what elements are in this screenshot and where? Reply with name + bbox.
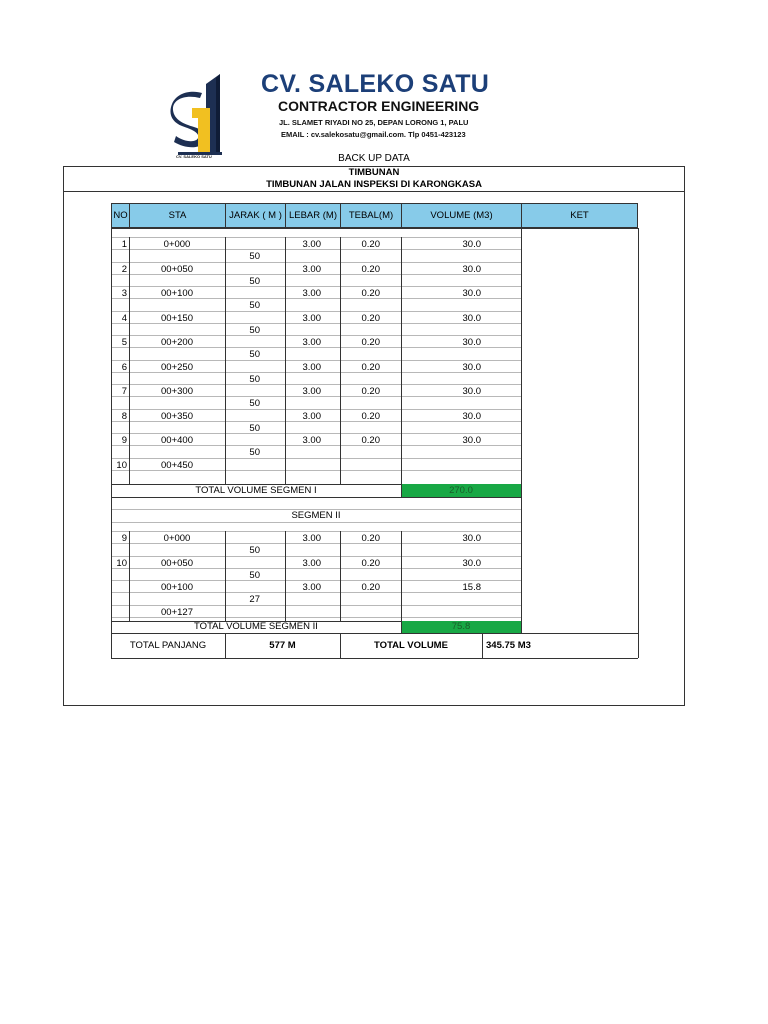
row-tebal: 0.20 [361,533,380,544]
row-sta: 00+100 [161,288,193,299]
company-email: EMAIL : cv.salekosatu@gmail.com. Tlp 0451-423123 [281,130,466,139]
column-line [401,531,402,621]
row-tebal: 0.20 [361,263,380,275]
row-jarak: 27 [249,594,260,606]
grand-total-divider [482,633,483,658]
row-no: 3 [121,288,127,299]
row-volume: 30.0 [462,557,481,569]
company-address: JL. SLAMET RIYADI NO 25, DEPAN LORONG 1, PALU [279,118,469,127]
row-gridline [111,335,521,336]
row-sta: 00+050 [161,557,193,569]
row-volume: 30.0 [462,386,481,397]
row-jarak: 50 [249,545,260,557]
row-jarak: 50 [249,422,260,434]
row-tebal: 0.20 [361,288,380,299]
row-tebal: 0.20 [361,239,380,250]
row-gridline [111,360,521,361]
row-volume: 30.0 [462,435,481,446]
row-sta: 00+250 [161,361,193,373]
col-header-jarak: JARAK ( M ) [225,203,286,228]
row-gridline [111,237,521,238]
row-jarak: 50 [249,300,260,312]
row-volume: 30.0 [462,263,481,275]
row-gridline [111,409,521,410]
column-line [129,237,130,484]
grand-total-border [111,633,638,634]
column-line [401,621,402,633]
row-tebal: 0.20 [361,435,380,446]
row-volume: 30.0 [462,312,481,324]
total-border [111,497,521,498]
row-no: 5 [121,337,127,348]
row-no: 8 [121,410,127,422]
row-gridline [111,458,521,459]
row-volume: 30.0 [462,288,481,299]
row-sta: 00+050 [161,263,193,275]
row-gridline [111,262,521,263]
column-line [129,531,130,621]
document-subtitle: TIMBUNAN JALAN INSPEKSI DI KARONGKASA [266,179,482,190]
logo-caption: CV. SALEKO SATU [176,154,212,159]
row-gridline [111,384,521,385]
segment2-total-value: 75.8 [451,620,471,632]
row-lebar: 3.00 [302,410,321,422]
row-volume: 30.0 [462,337,481,348]
row-no: 1 [121,239,127,250]
row-jarak: 50 [249,398,260,410]
row-tebal: 0.20 [361,337,380,348]
header-bottom-border [111,228,638,229]
col-header-lebar: LEBAR (M) [285,203,341,228]
row-volume: 30.0 [462,361,481,373]
row-lebar: 3.00 [302,386,321,397]
row-sta: 00+127 [161,606,193,618]
col-header-tebal: TEBAL(M) [340,203,402,228]
row-no: 2 [121,263,127,275]
grand-total-border [111,658,638,659]
row-volume: 30.0 [462,410,481,422]
row-sta: 00+300 [161,386,193,397]
document-title: TIMBUNAN [348,167,400,178]
row-no: 4 [121,312,127,324]
segment1-total-value: 270.0 [449,485,473,496]
segment2-total-label: TOTAL VOLUME SEGMEN II [194,620,318,632]
row-lebar: 3.00 [302,533,321,544]
row-jarak: 50 [249,447,260,459]
column-line [225,531,226,621]
col-header-ket: KET [521,203,638,228]
row-lebar: 3.00 [302,239,321,250]
col-header-volume: VOLUME (M3) [401,203,522,228]
row-gridline [111,605,521,606]
col-header-sta: STA [129,203,226,228]
column-line [340,531,341,621]
row-no: 7 [121,386,127,397]
column-line [225,237,226,484]
row-sta: 00+150 [161,312,193,324]
total-volume-value: 345.75 M3 [486,639,531,651]
column-line [285,237,286,484]
row-sta: 00+200 [161,337,193,348]
company-subtitle: CONTRACTOR ENGINEERING [278,98,480,114]
row-lebar: 3.00 [302,312,321,324]
row-tebal: 0.20 [361,312,380,324]
row-sta: 00+450 [161,459,193,471]
row-gridline [111,286,521,287]
total-panjang-value: 577 M [269,639,296,651]
row-gridline [111,556,521,557]
row-gridline [111,311,521,312]
row-tebal: 0.20 [361,557,380,569]
row-lebar: 3.00 [302,337,321,348]
segment2-label: SEGMEN II [291,510,341,521]
row-gridline [111,522,521,523]
row-no: 10 [116,459,127,471]
row-lebar: 3.00 [302,263,321,275]
row-volume: 30.0 [462,239,481,250]
total-volume-label: TOTAL VOLUME [374,639,448,651]
row-lebar: 3.00 [302,361,321,373]
col-header-no: NO [111,203,130,228]
row-sta: 00+400 [161,435,193,446]
column-line [401,484,402,497]
row-jarak: 50 [249,324,260,336]
row-sta: 0+000 [163,239,191,250]
segment1-total-label: TOTAL VOLUME SEGMEN I [195,485,317,496]
ket-column-line [521,228,522,633]
row-gridline [111,531,521,532]
column-line [401,237,402,484]
row-no: 10 [116,557,127,569]
company-logo [170,72,228,162]
row-lebar: 3.00 [302,557,321,569]
row-lebar: 3.00 [302,435,321,446]
row-jarak: 50 [249,349,260,361]
volume-table [111,203,638,658]
table-border-right [638,228,639,658]
row-gridline [111,433,521,434]
row-jarak: 50 [249,275,260,287]
row-tebal: 0.20 [361,361,380,373]
row-lebar: 3.00 [302,288,321,299]
row-sta: 00+350 [161,410,193,422]
row-lebar: 3.00 [302,582,321,593]
column-line [340,237,341,484]
row-volume: 30.0 [462,533,481,544]
row-no: 9 [121,533,127,544]
column-line [285,531,286,621]
company-name: CV. SALEKO SATU [261,70,490,98]
row-tebal: 0.20 [361,410,380,422]
row-gridline [111,580,521,581]
row-jarak: 50 [249,569,260,581]
table-border-left [111,228,112,658]
row-tebal: 0.20 [361,582,380,593]
row-sta: 0+000 [163,533,191,544]
backup-label: BACK UP DATA [338,153,410,164]
row-sta: 00+100 [161,582,193,593]
row-jarak: 50 [249,373,260,385]
row-no: 6 [121,361,127,373]
row-volume: 15.8 [462,582,481,593]
total-panjang-label: TOTAL PANJANG [129,639,207,651]
row-no: 9 [121,435,127,446]
row-jarak: 50 [249,251,260,263]
row-tebal: 0.20 [361,386,380,397]
